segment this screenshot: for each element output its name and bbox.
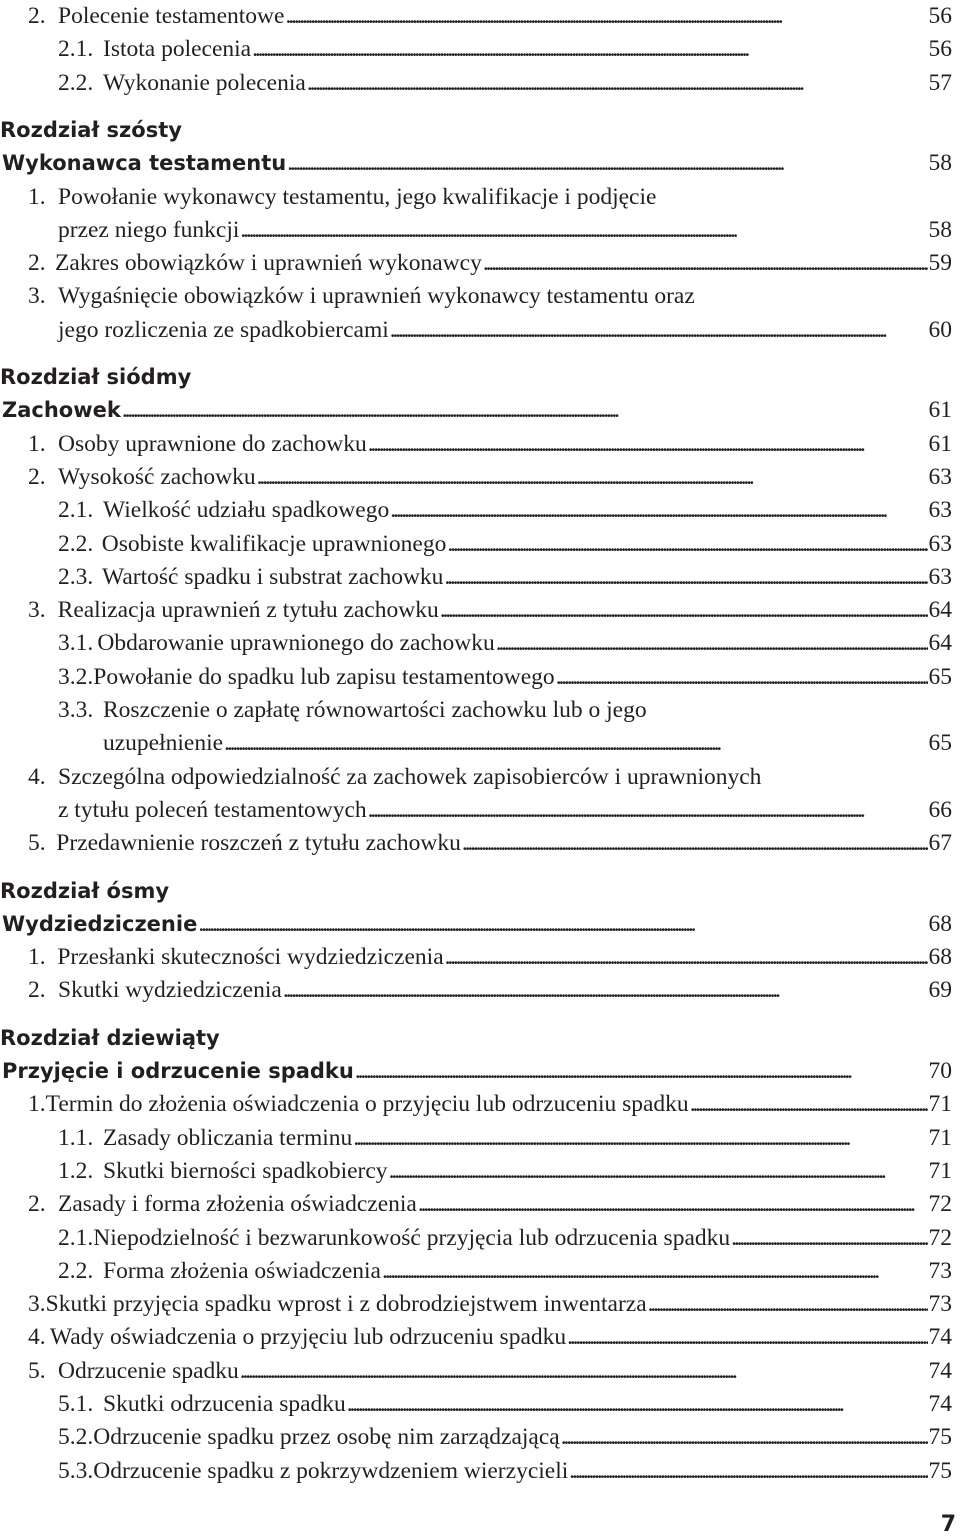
toc-entry-number: 1. <box>28 430 46 457</box>
toc-page-number: 57 <box>928 69 952 96</box>
toc-page-number: 73 <box>928 1257 952 1284</box>
toc-entry-number: 3.3. <box>58 697 94 723</box>
toc-page-number: 56 <box>928 36 952 63</box>
dot-leader <box>287 147 927 180</box>
toc-entry-number: 1. <box>28 183 46 210</box>
dot-leader <box>257 461 928 494</box>
toc-page-number: 58 <box>928 216 952 243</box>
toc-entry-title: Termin do złożenia oświadczenia o przyjęciu lub odrzuceniu spadku <box>45 1091 689 1118</box>
dot-leader <box>252 33 927 66</box>
toc-entry-title: Forma złożenia oświadczenia <box>103 1257 381 1284</box>
toc-entry-title: z tytułu poleceń testamentowych <box>58 796 367 823</box>
dot-leader <box>569 1455 927 1488</box>
toc-entry-title: Istota polecenia <box>103 36 252 63</box>
toc-page-number: 72 <box>928 1191 952 1218</box>
toc-entry-number: 2.3. <box>58 563 94 590</box>
chapter-heading: Rozdział szósty <box>0 117 182 142</box>
toc-entry[interactable] <box>0 594 952 627</box>
toc-entry-title: Wartość spadku i substrat zachowku <box>102 563 444 590</box>
toc-entry-title: Zasady i forma złożenia oświadczenia <box>58 1191 417 1218</box>
toc-entry[interactable] <box>0 494 952 527</box>
toc-entry-number: 2.1. <box>58 36 94 63</box>
dot-leader <box>198 908 927 941</box>
toc-page-number: 75 <box>928 1424 952 1451</box>
toc-entry[interactable] <box>0 1388 952 1421</box>
toc-entry-number: 3.1. <box>58 630 94 657</box>
dot-leader <box>444 561 927 594</box>
toc-page-number: 63 <box>928 530 952 557</box>
dot-leader <box>445 941 928 974</box>
toc-entry-number: 3. <box>28 283 46 310</box>
toc-entry[interactable] <box>0 1288 952 1321</box>
toc-page-number: 64 <box>928 630 952 657</box>
page-number: 7 <box>940 1512 956 1537</box>
toc-entry-title: Wady oświadczenia o przyjęciu lub odrzuceniu spadku <box>49 1324 567 1351</box>
toc-entry-title: Obdarowanie uprawnionego do zachowku <box>97 630 495 657</box>
toc-entry[interactable] <box>0 1455 952 1488</box>
toc-entry-title: Skutki przyjęcia spadku wprost i z dobrodziejstwem inwentarza <box>45 1291 647 1318</box>
dot-leader <box>731 1222 927 1255</box>
toc-page-number: 63 <box>928 563 952 590</box>
toc-entry-line <box>0 694 952 727</box>
toc-page-number: 70 <box>928 1058 952 1084</box>
toc-entry-title: Polecenie testamentowe <box>58 3 285 29</box>
toc-entry[interactable] <box>0 1088 952 1121</box>
toc-entry-number: 3. <box>28 597 46 624</box>
toc-entry-number: 2. <box>28 3 46 29</box>
toc-entry[interactable] <box>0 1421 952 1454</box>
dot-leader <box>483 247 928 280</box>
toc-entry[interactable] <box>0 461 952 494</box>
toc-entry[interactable] <box>0 1255 952 1288</box>
toc-page-number: 63 <box>928 497 952 524</box>
toc-entry-number: 5.1. <box>58 1391 94 1417</box>
toc-entry-number: 2.2. <box>58 69 94 96</box>
toc-page-number: 56 <box>928 3 952 29</box>
toc-entry-title: Odrzucenie spadku z pokrzywdzeniem wierzycieli <box>93 1457 569 1484</box>
toc-entry[interactable] <box>0 428 952 461</box>
toc-entry-number: 1. <box>28 944 46 971</box>
dot-leader <box>462 827 928 860</box>
dot-leader <box>353 1122 927 1155</box>
toc-entry-title: Powołanie do spadku lub zapisu testamentowego <box>93 663 555 690</box>
toc-page-number: 64 <box>928 597 952 624</box>
toc-entry-number: 5.2. <box>58 1424 94 1451</box>
toc-entry[interactable] <box>0 827 952 860</box>
toc-page-number: 67 <box>928 830 952 857</box>
dot-leader <box>355 1055 928 1088</box>
dot-leader <box>347 1388 928 1421</box>
toc-entry[interactable] <box>0 941 952 974</box>
toc-entry-title: Osobiste kwalifikacje uprawnionego <box>101 530 447 557</box>
toc-entry[interactable] <box>0 794 952 827</box>
toc-entry-title: Realizacja uprawnień z tytułu zachowku <box>57 597 439 624</box>
dot-leader <box>224 727 927 760</box>
toc-entry[interactable] <box>0 214 952 247</box>
toc-entry-title: Przesłanki skuteczności wydziedziczenia <box>57 944 444 971</box>
toc-entry-number: 5. <box>28 830 46 857</box>
toc-page-number: 60 <box>928 316 952 343</box>
toc-entry[interactable] <box>0 394 952 427</box>
dot-leader <box>567 1321 927 1354</box>
toc-page-number: 73 <box>928 1291 952 1318</box>
toc-entry-number: 2.2. <box>58 1257 94 1284</box>
toc-entry-number: 2. <box>28 1191 46 1218</box>
toc-entry[interactable] <box>0 1321 952 1354</box>
toc-page-number: 63 <box>928 463 952 490</box>
toc-entry-line <box>0 761 952 794</box>
toc-entry[interactable] <box>0 1222 952 1255</box>
toc-entry-title: Wygaśnięcie obowiązków i uprawnień wykonawcy testamentu oraz <box>58 283 695 310</box>
toc-page-number: 68 <box>928 910 952 937</box>
toc-page-number: 74 <box>928 1391 952 1417</box>
toc-entry-title: Skutki odrzucenia spadku <box>103 1391 346 1417</box>
dot-leader <box>648 1288 928 1321</box>
toc-entry[interactable] <box>0 627 952 660</box>
toc-entry-title: uzupełnienie <box>103 730 224 757</box>
toc-entry[interactable] <box>0 0 952 33</box>
toc-entry-line <box>0 181 952 214</box>
chapter-heading: Rozdział siódmy <box>0 365 192 389</box>
toc-entry-title: Wysokość zachowku <box>58 463 256 490</box>
toc-entry-number: 2. <box>28 463 46 490</box>
dot-leader <box>690 1088 928 1121</box>
toc-entry[interactable] <box>0 528 952 561</box>
toc-entry-title: Szczególna odpowiedzialność za zachowek zapisobierców i uprawnionych <box>58 763 762 790</box>
toc-entry[interactable] <box>0 247 952 280</box>
toc-page-number: 65 <box>928 730 952 757</box>
toc-entry-title: Roszczenie o zapłatę równowartości zachowku lub o jego <box>103 697 647 723</box>
dot-leader <box>307 67 928 100</box>
toc-page-number: 71 <box>928 1091 952 1118</box>
toc-entry[interactable] <box>0 661 952 694</box>
toc-entry-title: Zasady obliczania terminu <box>103 1124 353 1151</box>
dot-leader <box>283 974 928 1007</box>
dot-leader <box>390 494 927 527</box>
toc-entry-title: jego rozliczenia ze spadkobiercami <box>58 316 389 343</box>
toc-entry-number: 3. <box>28 1291 46 1318</box>
toc-entry-title: Odrzucenie spadku przez osobę nim zarządzającą <box>93 1424 560 1451</box>
toc-entry-title: Przyjęcie i odrzucenie spadku <box>2 1059 354 1083</box>
toc-page-number: 61 <box>928 397 952 424</box>
toc-entry-title: Przedawnienie roszczeń z tytułu zachowku <box>56 830 461 857</box>
dot-leader <box>240 214 927 247</box>
toc-page-number: 72 <box>928 1224 952 1251</box>
dot-leader <box>368 428 928 461</box>
toc-entry-number: 5. <box>28 1357 46 1384</box>
toc-entry-number: 1.2. <box>58 1157 94 1184</box>
toc-page-number: 75 <box>928 1457 952 1484</box>
toc-entry-title: Wykonawca testamentu <box>2 151 287 176</box>
toc-entry-number: 2.1. <box>58 497 94 524</box>
toc-entry-title: Powołanie wykonawcy testamentu, jego kwalifikacje i podjęcie <box>58 183 657 210</box>
chapter-heading: Rozdział dziewiąty <box>0 1025 220 1050</box>
toc-entry[interactable] <box>0 33 952 66</box>
toc-entry-title: Odrzucenie spadku <box>58 1357 239 1384</box>
toc-entry-number: 2.1. <box>58 1224 94 1251</box>
toc-page-number: 71 <box>928 1124 952 1151</box>
dot-leader <box>440 594 928 627</box>
dot-leader <box>390 314 928 347</box>
dot-leader <box>382 1255 928 1288</box>
toc-entry[interactable] <box>0 1155 952 1188</box>
toc-page-number: 66 <box>928 796 952 823</box>
toc-entry[interactable] <box>0 1188 952 1221</box>
toc-entry-title: Skutki bierności spadkobiercy <box>103 1157 388 1184</box>
toc-page-number: 71 <box>928 1157 952 1184</box>
toc-entry-number: 1. <box>28 1091 46 1118</box>
chapter-heading: Rozdział ósmy <box>0 878 170 903</box>
toc-entry-number: 4. <box>28 1324 46 1351</box>
toc-page-number: 69 <box>928 977 952 1004</box>
toc-entry-title: Wydziedziczenie <box>2 911 198 936</box>
dot-leader <box>556 661 928 694</box>
dot-leader <box>561 1421 928 1454</box>
toc-entry-title: Wielkość udziału spadkowego <box>103 497 390 524</box>
toc-entry[interactable] <box>0 974 952 1007</box>
toc-page-number: 74 <box>928 1357 952 1384</box>
toc-entry-number: 3.2. <box>58 663 94 690</box>
toc-entry-line <box>0 280 952 313</box>
toc-entry-number: 5.3. <box>58 1457 94 1484</box>
toc-entry[interactable] <box>0 561 952 594</box>
toc-entry-title: przez niego funkcji <box>58 216 240 243</box>
toc-page-number: 74 <box>928 1324 952 1351</box>
toc-entry[interactable] <box>0 1355 952 1388</box>
dot-leader <box>368 794 928 827</box>
toc-page-number: 61 <box>928 430 952 457</box>
dot-leader <box>285 0 927 33</box>
dot-leader <box>240 1355 928 1388</box>
toc-entry[interactable] <box>0 1122 952 1155</box>
toc-page-number: 59 <box>928 250 952 277</box>
toc-entry-title: Wykonanie polecenia <box>103 69 306 96</box>
dot-leader <box>447 528 927 561</box>
toc-entry-title: Zakres obowiązków i uprawnień wykonawcy <box>55 250 482 277</box>
toc-entry-number: 1.1. <box>58 1124 94 1151</box>
toc-entry[interactable] <box>0 727 952 760</box>
toc-entry-title: Skutki wydziedziczenia <box>58 977 282 1004</box>
toc-entry-number: 2. <box>28 250 46 277</box>
toc-entry-number: 4. <box>28 763 46 790</box>
dot-leader <box>122 394 928 427</box>
toc-entry[interactable] <box>0 908 952 941</box>
toc-page-number: 65 <box>928 663 952 690</box>
toc-entry-title: Osoby uprawnione do zachowku <box>58 430 367 457</box>
toc-page-number: 68 <box>928 944 952 971</box>
toc-entry-title: Niepodzielność i bezwarunkowość przyjęcia lub odrzucenia spadku <box>93 1224 731 1251</box>
toc-entry[interactable] <box>0 1055 952 1088</box>
dot-leader <box>418 1188 928 1221</box>
toc-entry-number: 2. <box>28 977 46 1004</box>
dot-leader <box>496 627 928 660</box>
toc-entry[interactable] <box>0 314 952 347</box>
toc-entry[interactable] <box>0 147 952 180</box>
toc-entry[interactable] <box>0 67 952 100</box>
toc-entry-title: Zachowek <box>2 398 121 423</box>
dot-leader <box>389 1155 928 1188</box>
toc-page-number: 58 <box>928 150 952 177</box>
toc-entry-number: 2.2. <box>58 530 94 557</box>
